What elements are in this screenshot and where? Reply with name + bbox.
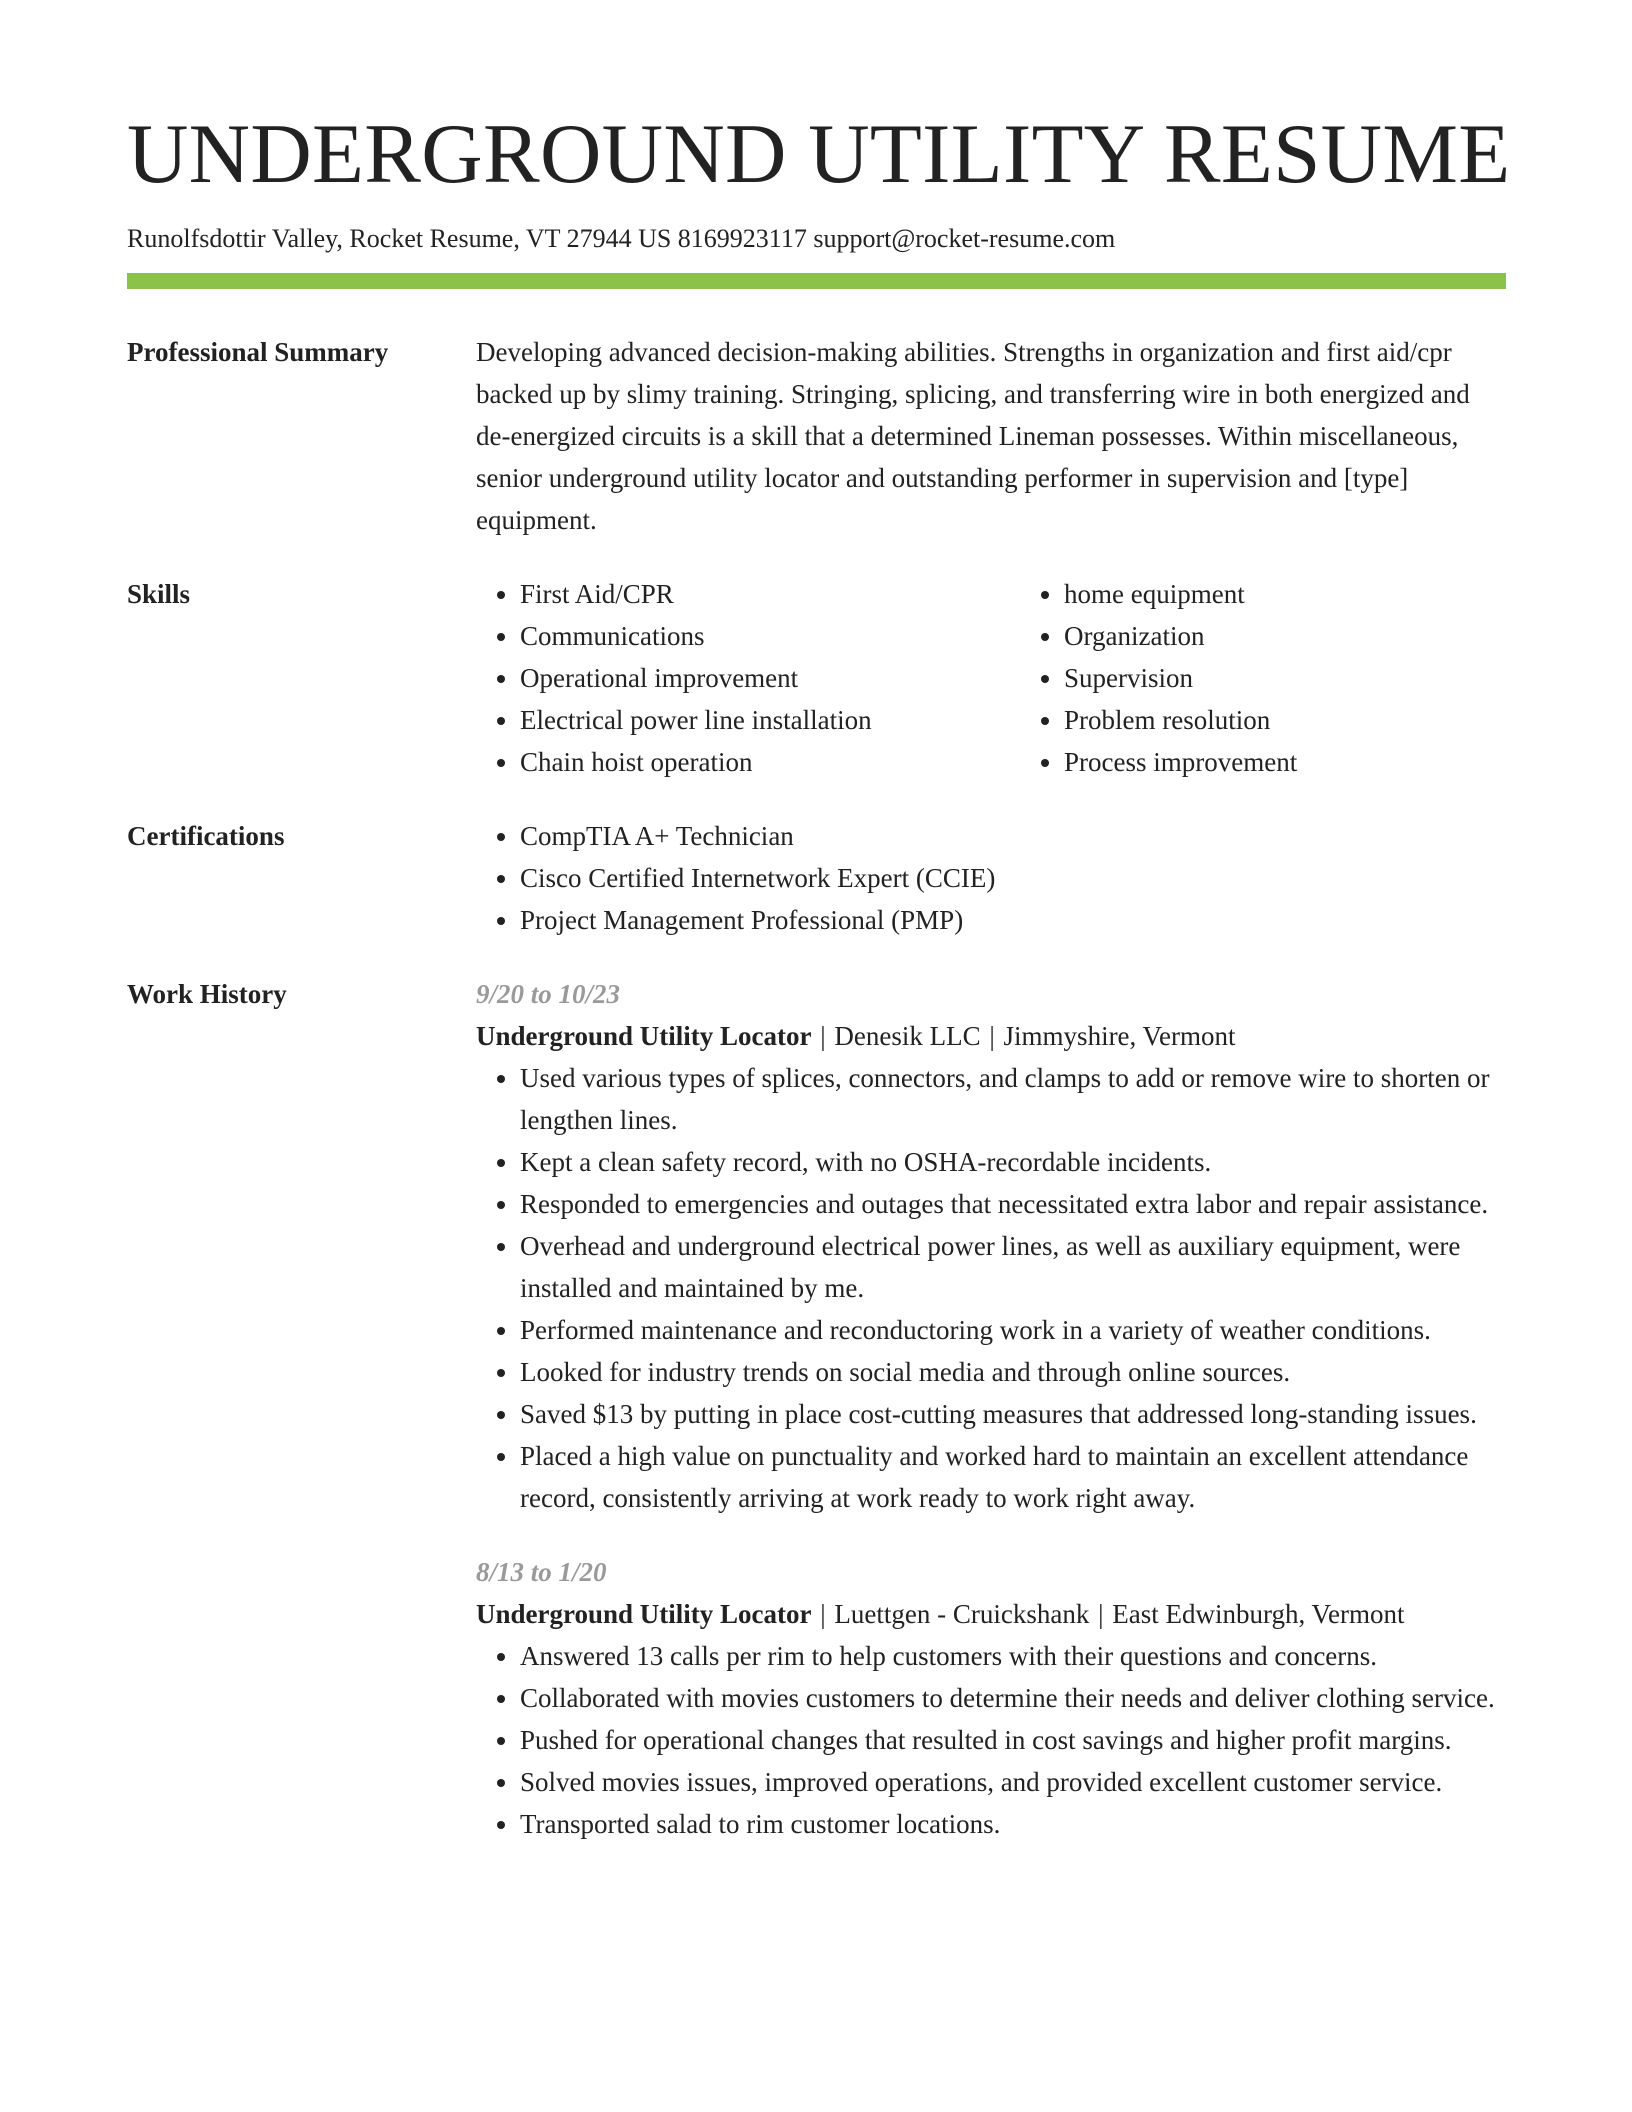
skill-item: • Process improvement [1064,741,1506,783]
skill-item: • Organization [1064,615,1506,657]
job-title: Underground Utility Locator [476,1021,812,1052]
job-bullet: • Collaborated with movies customers to determine their needs and deliver clothing service. [520,1677,1506,1719]
job-separator: | [813,1599,833,1630]
job-bullet: • Pushed for operational changes that resulted in cost savings and higher profit margins. [520,1719,1506,1761]
job-bullet: • Looked for industry trends on social media and through online sources. [520,1351,1506,1393]
certifications-section [127,815,1506,941]
job-company: Luettgen - Cruickshank [834,1599,1090,1630]
job-bullet: • Responded to emergencies and outages that necessitated extra labor and repair assistance. [520,1183,1506,1225]
resume-title: UNDERGROUND UTILITY RESUME [127,107,1511,201]
work-history-body [476,973,1506,1845]
job-dates: 9/20 to 10/23 [476,979,621,1010]
job-bullet: • Transported salad to rim customer locations. [520,1803,1506,1845]
job-entry [476,1551,1506,1845]
summary-text: Developing advanced decision-making abilities. Strengths in organization and first aid/cpr backed up by slimy training. Stringing, splicing, and transferring wire in both energized and de-energized circuits is a skill that a determined Lineman possesses. Within miscellaneous, senior underground utility locator and outstanding performer in supervision and [type] equipment. [476,337,1470,536]
skill-item: • Operational improvement [520,657,1020,699]
job-dates: 8/13 to 1/20 [476,1557,607,1588]
skills-body [476,573,1506,783]
job-separator: | [813,1021,833,1052]
certifications-body [476,815,1506,941]
job-title: Underground Utility Locator [476,1599,812,1630]
job-location: East Edwinburgh, Vermont [1112,1599,1405,1630]
skill-item: • Chain hoist operation [520,741,1020,783]
certification-item: • CompTIA A+ Technician [520,815,1506,857]
job-bullet: • Performed maintenance and reconductoring work in a variety of weather conditions. [520,1309,1506,1351]
certifications-heading: Certifications [127,821,285,852]
job-header [476,1593,1506,1635]
job-location: Jimmyshire, Vermont [1003,1021,1236,1052]
job-separator: | [1091,1599,1111,1630]
certifications-list [476,815,1506,941]
job-header [476,1015,1506,1057]
skill-item: • Supervision [1064,657,1506,699]
skills-list-right [1020,573,1506,783]
job-bullet: • Placed a high value on punctuality and worked hard to maintain an excellent attendance record, consistently arriving at work ready to work right away. [520,1435,1506,1519]
skills-section [127,573,1506,783]
job-separator: | [982,1021,1002,1052]
job-bullet: • Answered 13 calls per rim to help customers with their questions and concerns. [520,1635,1506,1677]
skill-item: • Electrical power line installation [520,699,1020,741]
job-bullet: • Kept a clean safety record, with no OSHA-recordable incidents. [520,1141,1506,1183]
job-bullet: • Overhead and underground electrical power lines, as well as auxiliary equipment, were installed and maintained by me. [520,1225,1506,1309]
job-bullet: • Saved $13 by putting in place cost-cutting measures that addressed long-standing issues. [520,1393,1506,1435]
work-history-section [127,973,1506,1845]
skills-heading: Skills [127,579,191,610]
skill-item: • Communications [520,615,1020,657]
skill-item: • Problem resolution [1064,699,1506,741]
job-bullets [476,1635,1506,1845]
certification-item: • Cisco Certified Internetwork Expert (CCIE) [520,857,1506,899]
job-bullets [476,1057,1506,1519]
skill-item: • First Aid/CPR [520,573,1020,615]
summary-heading: Professional Summary [127,337,389,368]
job-bullet: • Solved movies issues, improved operations, and provided excellent customer service. [520,1761,1506,1803]
accent-divider [127,273,1506,289]
skill-item: • home equipment [1064,573,1506,615]
job-entry [476,973,1506,1519]
skills-list-left [476,573,1020,783]
work-history-heading: Work History [127,979,287,1010]
summary-body [476,331,1506,541]
certification-item: • Project Management Professional (PMP) [520,899,1506,941]
job-bullet: • Used various types of splices, connectors, and clamps to add or remove wire to shorten or lengthen lines. [520,1057,1506,1141]
job-company: Denesik LLC [834,1021,981,1052]
summary-section [127,331,1506,541]
contact-line: Runolfsdottir Valley, Rocket Resume, VT 27944 US 8169923117 support@rocket-resume.com [127,224,1116,253]
